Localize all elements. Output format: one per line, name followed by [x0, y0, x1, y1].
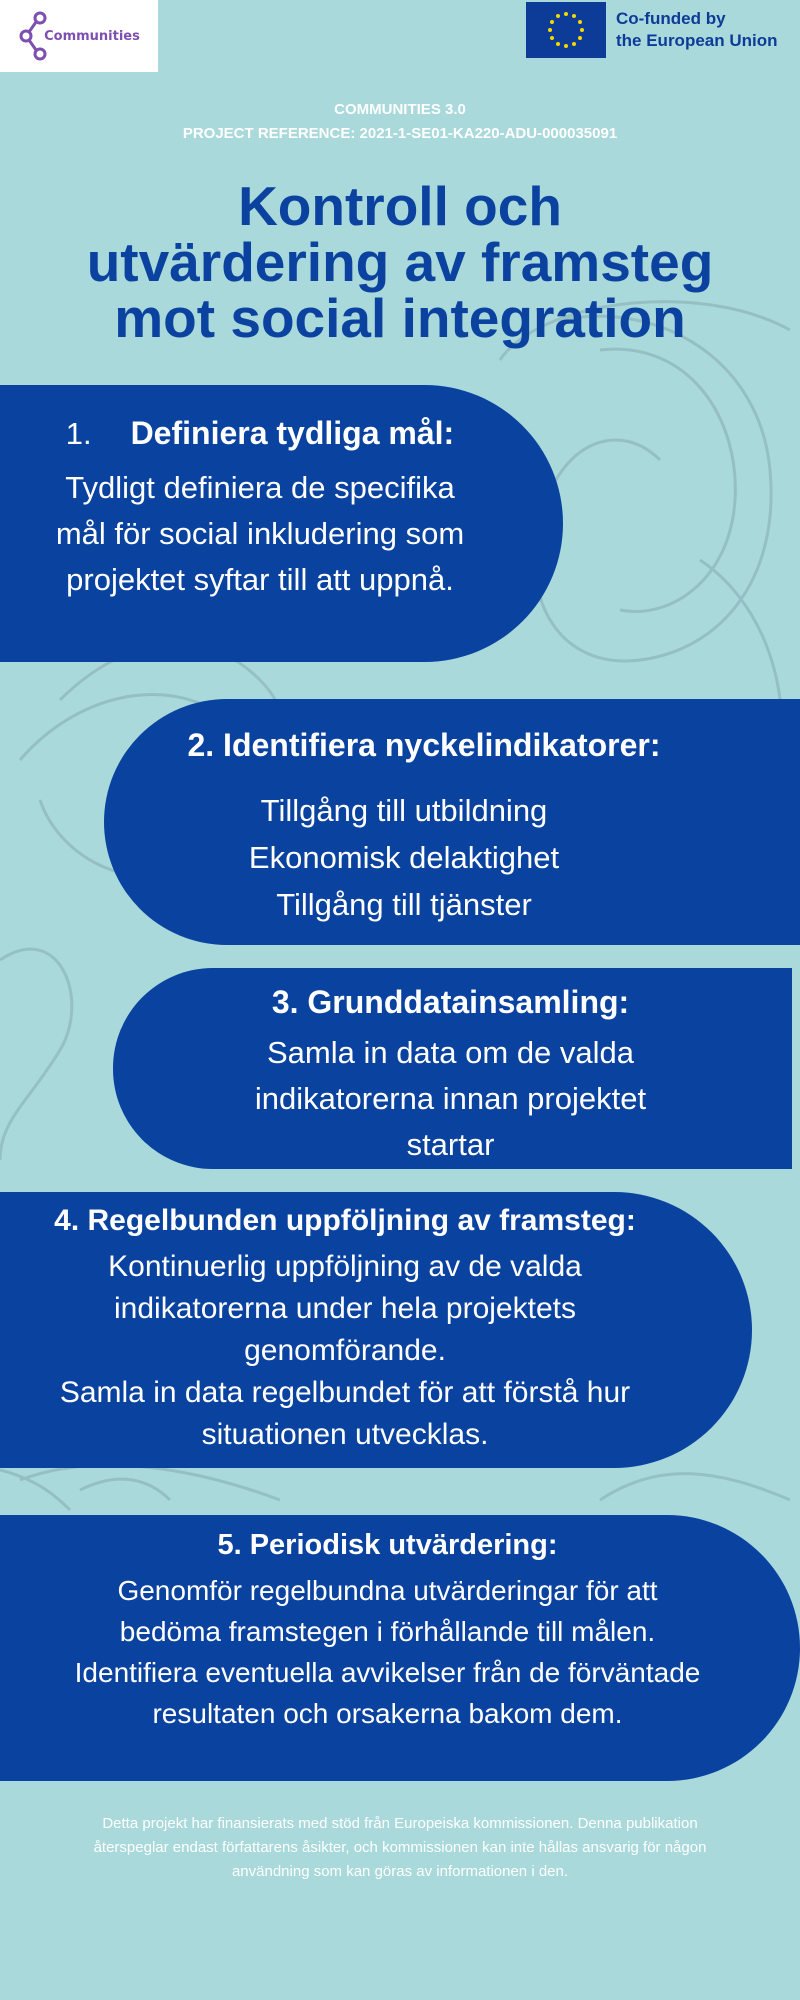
- disclaimer-line: användning som kan göras av informationen i den.: [231, 1863, 569, 1880]
- step-2-line: Ekonomisk delaktighet: [248, 840, 560, 875]
- step-4-card: [0, 1192, 752, 1468]
- title-line: Kontroll och: [238, 175, 562, 237]
- step-2-line: Tillgång till utbildning: [260, 793, 548, 828]
- title-line: utvärdering av framsteg: [86, 231, 714, 293]
- step-5-text: [0, 1570, 775, 1734]
- eu-cofunded-badge: [526, 2, 778, 58]
- step-1-text: [0, 465, 520, 603]
- step-5-card: [0, 1515, 800, 1781]
- eu-text-line1: Co-funded by: [616, 9, 726, 28]
- step-4-text: [0, 1246, 690, 1456]
- title-line: mot social integration: [114, 287, 686, 349]
- step-5-heading: 5. Periodisk utvärdering:: [217, 1529, 558, 1561]
- step-1-line: mål för social inkludering som: [55, 516, 465, 551]
- step-4-line: Kontinuerlig uppföljning av de valda: [108, 1250, 582, 1283]
- step-1-heading: [0, 415, 520, 452]
- step-3-heading: 3. Grunddatainsamling:: [271, 984, 630, 1020]
- step-1-line: projektet syftar till att uppnå.: [66, 562, 454, 597]
- step-5-line: bedöma framstegen i förhållande till målen.: [119, 1616, 656, 1647]
- step-5-line: Genomför regelbundna utvärderingar för att: [117, 1575, 658, 1606]
- step-3-text: [113, 1030, 788, 1168]
- project-reference: PROJECT REFERENCE: 2021-1-SE01-KA220-ADU-000035091: [182, 125, 618, 142]
- step-2-heading: 2. Identifiera nyckelindikatorer:: [187, 727, 661, 763]
- step-4-line: situationen utvecklas.: [201, 1418, 489, 1451]
- step-3-line: startar: [406, 1127, 495, 1162]
- disclaimer-line: Detta projekt har finansierats med stöd från Europeiska kommissionen. Denna publikation: [102, 1815, 698, 1832]
- step-3-card: [113, 968, 792, 1169]
- step-2-line: Tillgång till tjänster: [276, 887, 532, 922]
- step-3-line: Samla in data om de valda: [266, 1035, 635, 1070]
- funding-disclaimer: [40, 1812, 760, 1884]
- disclaimer-line: återspeglar endast författarens åsikter, och kommissionen kan inte hållas ansvarig för någon: [93, 1839, 707, 1856]
- eu-flag-icon: [526, 2, 606, 58]
- step-1-number: 1.: [65, 416, 92, 451]
- step-4-line: genomförande.: [244, 1334, 446, 1367]
- eu-text-line2: the European Union: [616, 31, 778, 50]
- communities-logo: [0, 0, 158, 72]
- step-1-card: [0, 385, 563, 662]
- step-2-text: [104, 787, 704, 928]
- step-4-line: Samla in data regelbundet för att förstå hur: [59, 1376, 631, 1409]
- step-5-line: resultaten och orsakerna bakom dem.: [152, 1698, 623, 1729]
- logo-text: Communities: [44, 28, 140, 44]
- page-title: [0, 175, 800, 349]
- project-name: COMMUNITIES 3.0: [334, 101, 466, 118]
- step-3-line: indikatorerna innan projektet: [254, 1081, 647, 1116]
- step-1-title: Definiera tydliga mål:: [130, 415, 455, 451]
- step-5-line: Identifiera eventuella avvikelser från de förväntade: [74, 1657, 701, 1688]
- step-2-card: [104, 699, 800, 945]
- step-4-line: indikatorerna under hela projektets: [114, 1292, 576, 1325]
- step-1-line: Tydligt definiera de specifika: [65, 470, 455, 505]
- step-4-heading: 4. Regelbunden uppföljning av framsteg:: [54, 1204, 636, 1237]
